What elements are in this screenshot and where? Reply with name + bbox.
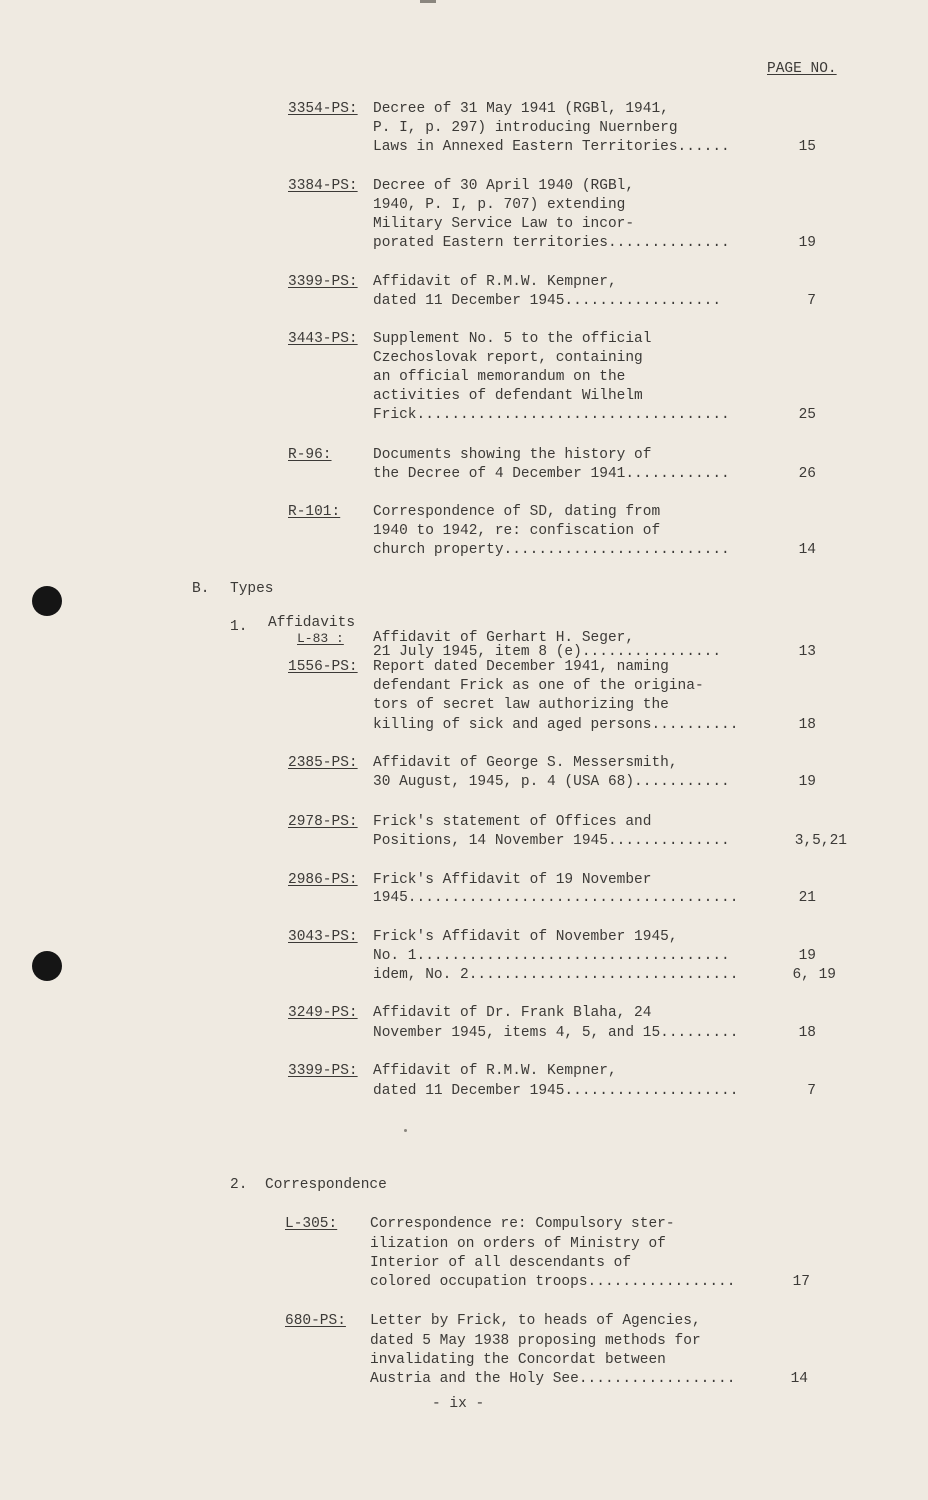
scan-mark — [420, 0, 436, 3]
doc-code: 3443-PS: — [288, 331, 358, 347]
doc-code: 3043-PS: — [288, 929, 358, 945]
page-ref: 21 — [798, 890, 816, 906]
doc-code: 3249-PS: — [288, 1005, 358, 1021]
section-title: Types — [230, 581, 274, 597]
entry-line: 1940, P. I, p. 707) extending — [373, 197, 626, 213]
entry-line: 21 July 1945, item 8 (e)................ — [373, 644, 722, 660]
entry-line: Frick's statement of Offices and — [373, 814, 652, 830]
doc-code: 2978-PS: — [288, 814, 358, 830]
entry-line: Austria and the Holy See.................. — [370, 1371, 736, 1387]
entry-line: ilization on orders of Ministry of — [370, 1236, 666, 1252]
entry-line: tors of secret law authorizing the — [373, 697, 669, 713]
doc-code: 3384-PS: — [288, 178, 358, 194]
entry-line: Frick's Affidavit of November 1945, — [373, 929, 678, 945]
entry-line: Documents showing the history of — [373, 447, 652, 463]
punch-hole — [32, 586, 62, 616]
entry-line: an official memorandum on the — [373, 369, 626, 385]
doc-code: 3399-PS: — [288, 274, 358, 290]
entry-line: Affidavit of R.M.W. Kempner, — [373, 1063, 617, 1079]
entry-line: idem, No. 2............................... — [373, 967, 739, 983]
page-ref: 25 — [798, 407, 816, 423]
doc-code: 2385-PS: — [288, 755, 358, 771]
doc-code: 1556-PS: — [288, 659, 358, 675]
page-ref: 7 — [807, 293, 816, 309]
page-ref: 7 — [807, 1083, 816, 1099]
page-ref: 19 — [798, 948, 816, 964]
entry-line: Czechoslovak report, containing — [373, 350, 643, 366]
subsection-number: 1. — [230, 619, 248, 635]
subsection-title: Affidavits — [268, 615, 356, 631]
entry-line: porated Eastern territories.............. — [373, 235, 730, 251]
doc-code: 680-PS: — [285, 1313, 346, 1329]
entry-line: Affidavit of Dr. Frank Blaha, 24 — [373, 1005, 652, 1021]
ink-speck — [404, 1129, 407, 1132]
entry-line: dated 5 May 1938 proposing methods for — [370, 1333, 701, 1349]
entry-line: Frick's Affidavit of 19 November — [373, 872, 652, 888]
page-ref: 15 — [798, 139, 816, 155]
entry-line: activities of defendant Wilhelm — [373, 388, 643, 404]
entry-line: Decree of 30 April 1940 (RGBl, — [373, 178, 635, 194]
doc-code: 3354-PS: — [288, 101, 358, 117]
doc-code: 3399-PS: — [288, 1063, 358, 1079]
punch-hole — [32, 951, 62, 981]
entry-line: dated 11 December 1945.................. — [373, 293, 722, 309]
entry-line: Report dated December 1941, naming — [373, 659, 669, 675]
entry-line: Letter by Frick, to heads of Agencies, — [370, 1313, 701, 1329]
entry-line: Positions, 14 November 1945.............. — [373, 833, 730, 849]
entry-line: Decree of 31 May 1941 (RGBl, 1941, — [373, 101, 669, 117]
entry-line: invalidating the Concordat between — [370, 1352, 666, 1368]
entry-line: No. 1.................................... — [373, 948, 730, 964]
page-ref: 19 — [798, 774, 816, 790]
entry-line: Interior of all descendants of — [370, 1255, 632, 1271]
entry-line: Frick.................................... — [373, 407, 730, 423]
footer-page-number: - ix - — [432, 1396, 485, 1412]
entry-line: November 1945, items 4, 5, and 15......... — [373, 1025, 739, 1041]
subsection-number: 2. — [230, 1177, 248, 1193]
entry-line: Affidavit of R.M.W. Kempner, — [373, 274, 617, 290]
page-ref: 6, 19 — [792, 967, 836, 983]
doc-code: 2986-PS: — [288, 872, 358, 888]
entry-line: killing of sick and aged persons.......... — [373, 717, 739, 733]
doc-code: R-101: — [288, 504, 341, 520]
entry-line: Correspondence re: Compulsory ster- — [370, 1216, 675, 1232]
entry-line: defendant Frick as one of the origina- — [373, 678, 704, 694]
page-ref: 19 — [798, 235, 816, 251]
entry-line: P. I, p. 297) introducing Nuernberg — [373, 120, 678, 136]
entry-line: Correspondence of SD, dating from — [373, 504, 661, 520]
doc-code: L-305: — [285, 1216, 338, 1232]
page-ref: 17 — [792, 1274, 810, 1290]
doc-code: L-83 : — [297, 631, 344, 646]
page-ref: 18 — [798, 1025, 816, 1041]
entry-line: colored occupation troops................. — [370, 1274, 736, 1290]
entry-line: 1940 to 1942, re: confiscation of — [373, 523, 661, 539]
entry-line: Affidavit of Gerhart H. Seger, — [373, 630, 635, 646]
entry-line: the Decree of 4 December 1941............ — [373, 466, 730, 482]
entry-line: Supplement No. 5 to the official — [373, 331, 652, 347]
entry-line: Military Service Law to incor- — [373, 216, 635, 232]
page-ref: 14 — [798, 542, 816, 558]
entry-line: Laws in Annexed Eastern Territories...... — [373, 139, 730, 155]
subsection-title: Correspondence — [265, 1177, 387, 1193]
doc-code: R-96: — [288, 447, 332, 463]
entry-line: 30 August, 1945, p. 4 (USA 68)........... — [373, 774, 730, 790]
entry-line: dated 11 December 1945.................... — [373, 1083, 739, 1099]
entry-line: church property.......................... — [373, 542, 730, 558]
page-ref: 14 — [790, 1371, 808, 1387]
entry-line: Affidavit of George S. Messersmith, — [373, 755, 678, 771]
section-letter: B. — [192, 581, 210, 597]
page-no-header: PAGE NO. — [767, 61, 837, 77]
page-ref: 3,5,21 — [794, 833, 847, 849]
page-ref: 26 — [798, 466, 816, 482]
page-ref: 13 — [798, 644, 816, 660]
entry-line: 1945...................................... — [373, 890, 739, 906]
page-ref: 18 — [798, 717, 816, 733]
